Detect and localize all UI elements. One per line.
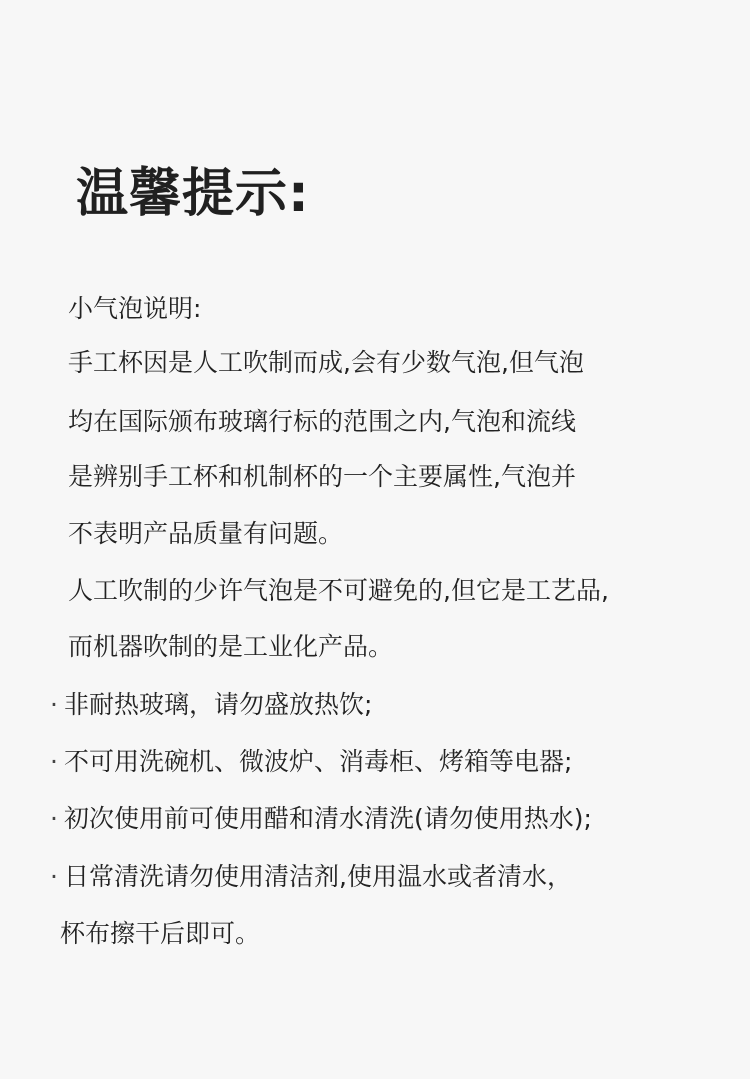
note-item: 不可用洗碗机、微波炉、消毒柜、烤箱等电器; — [64, 747, 573, 776]
bubble-line: 不表明产品质量有问题。 — [68, 519, 344, 548]
page-title: 温馨提示: — [76, 164, 310, 224]
bubble-heading: 小气泡说明: — [68, 294, 202, 323]
note-bullet: · — [50, 804, 58, 833]
note-bullet: · — [50, 862, 58, 891]
bubble-line: 是辨别手工杯和机制杯的一个主要属性,气泡并 — [68, 462, 576, 491]
bubble-line: 人工吹制的少许气泡是不可避免的,但它是工艺品, — [68, 576, 609, 605]
note-item: 日常清洗请勿使用清洁剂,使用温水或者清水， — [64, 862, 572, 891]
note-bullet: · — [50, 747, 58, 776]
note-item: 初次使用前可使用醋和清水清洗(请勿使用热水); — [64, 804, 592, 833]
bubble-line: 而机器吹制的是工业化产品。 — [68, 632, 394, 661]
note-continuation: 杯布擦干后即可。 — [60, 919, 261, 948]
bubble-line: 手工杯因是人工吹制而成,会有少数气泡,但气泡 — [68, 348, 584, 377]
note-item: 非耐热玻璃，请勿盛放热饮; — [64, 690, 373, 719]
note-bullet: · — [50, 690, 58, 719]
bubble-line: 均在国际颁布玻璃行标的范围之内,气泡和流线 — [68, 407, 576, 436]
